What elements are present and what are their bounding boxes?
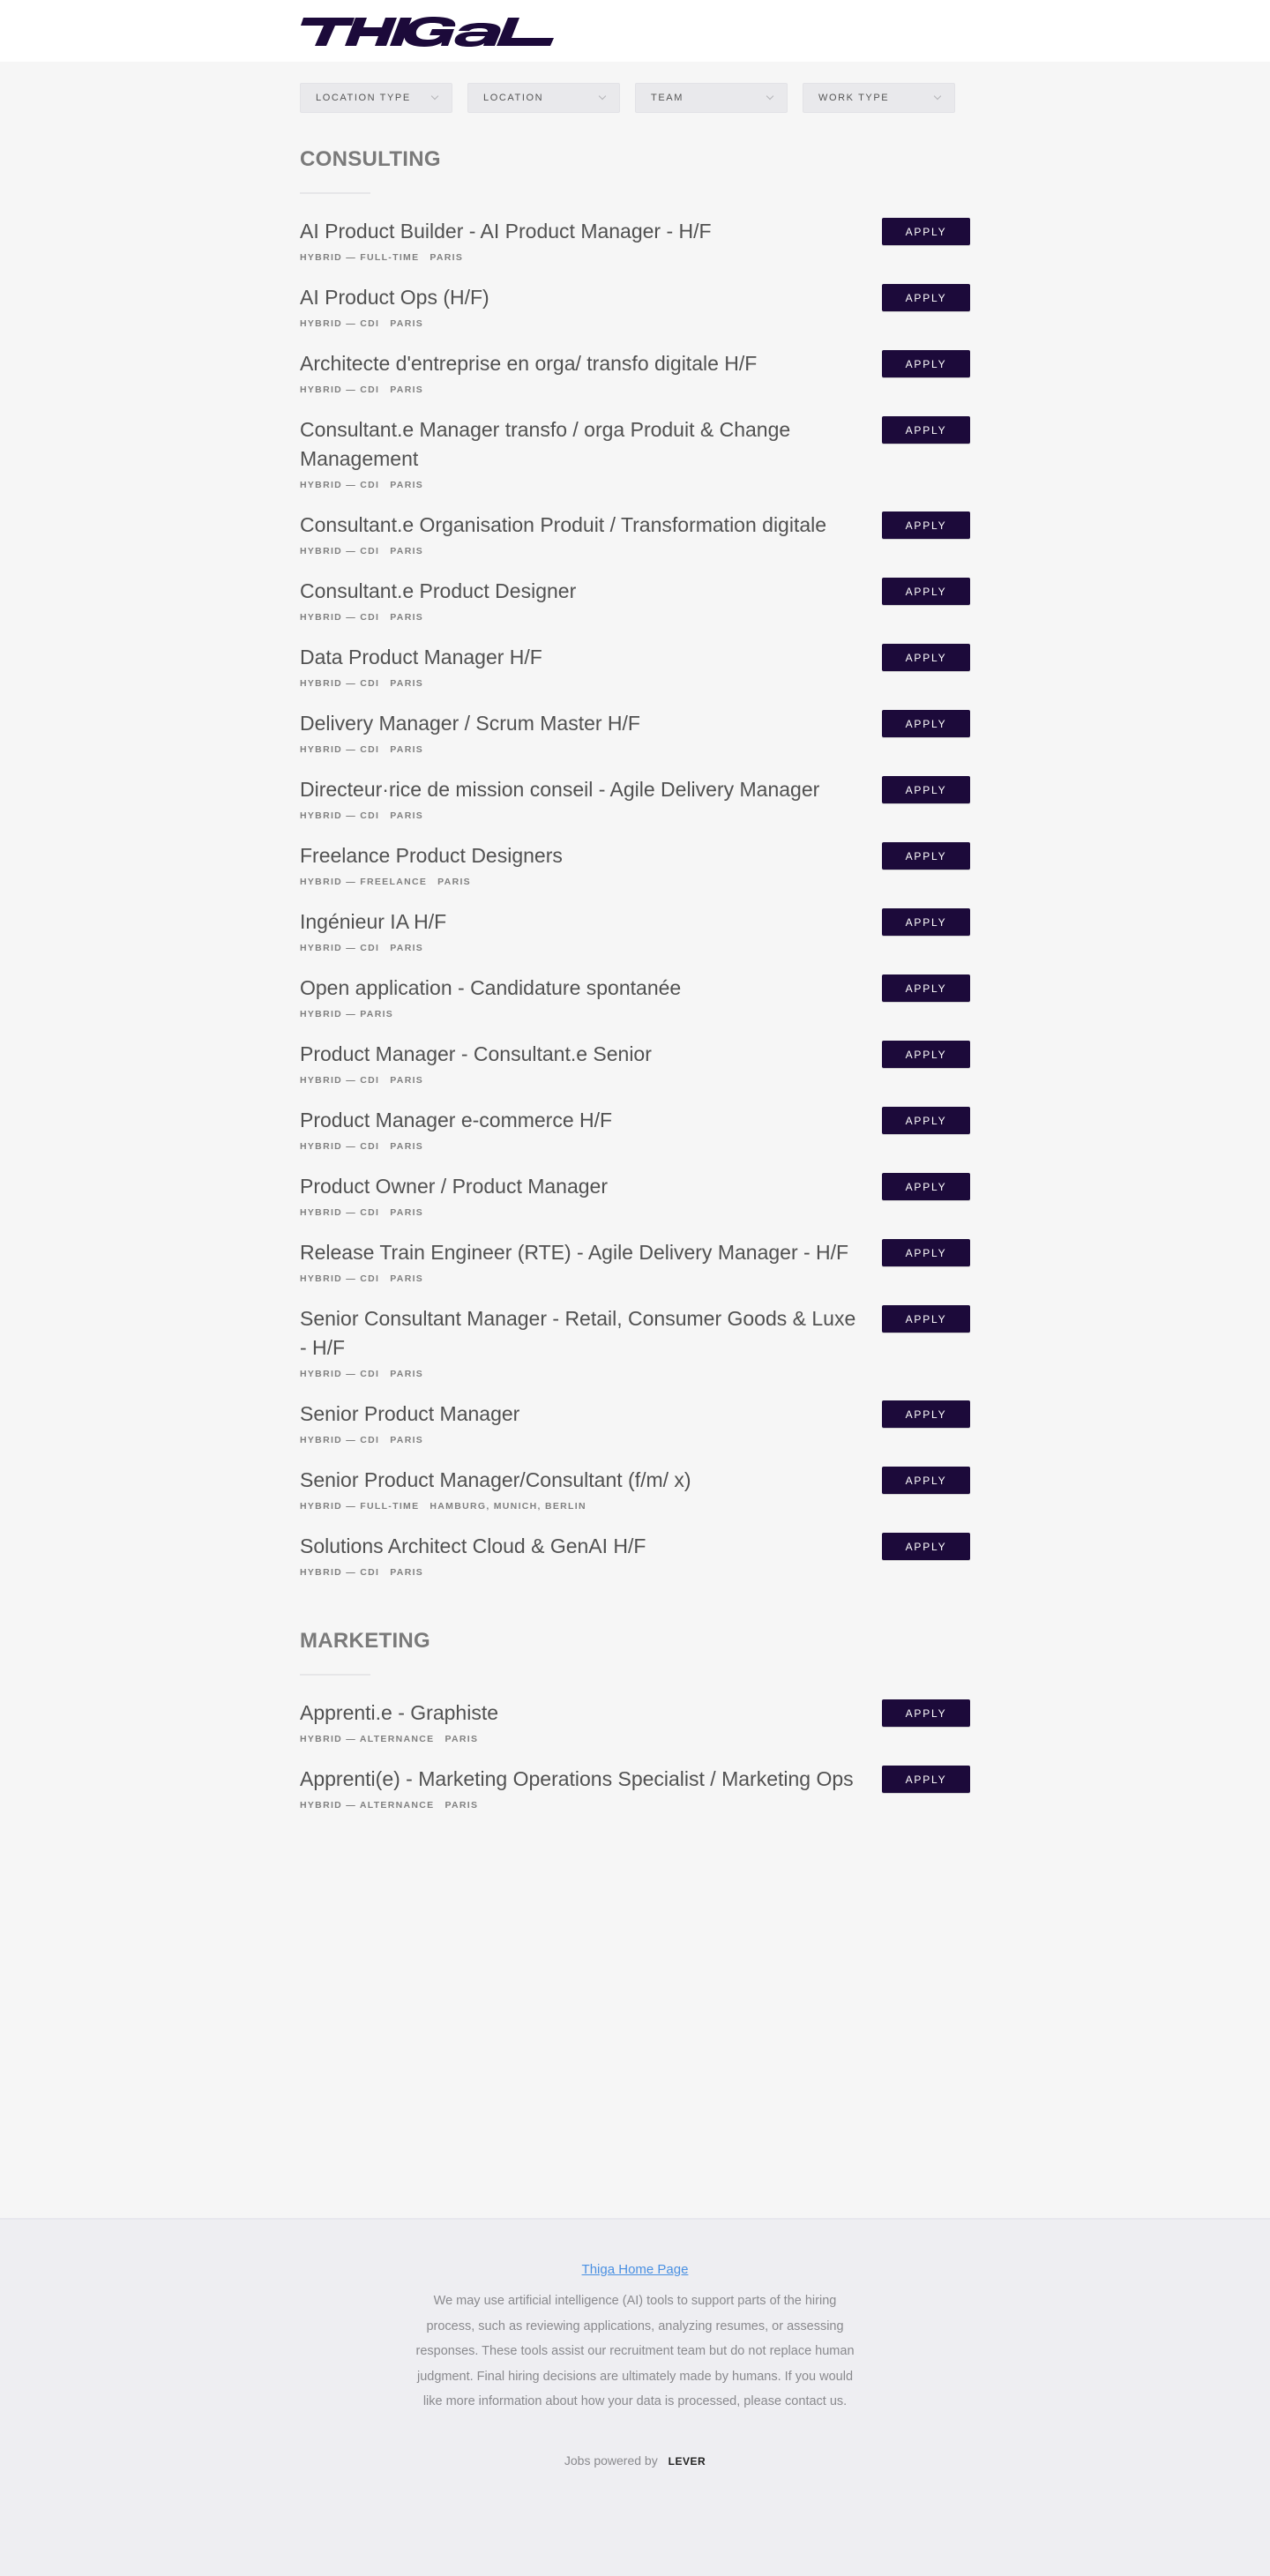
posting-title[interactable]: Product Owner / Product Manager [300,1175,608,1198]
apply-button[interactable]: APPLY [882,1467,970,1494]
posting-info [300,907,864,958]
apply-button[interactable]: APPLY [882,1107,970,1134]
posting-workplace-commitment: HYBRID — CDI [300,1435,380,1445]
posting-info [300,841,864,892]
posting-title[interactable]: Delivery Manager / Scrum Master H/F [300,712,640,735]
posting-workplace-commitment: HYBRID — CDI [300,1567,380,1578]
posting-location: PARIS [390,1141,424,1152]
posting-workplace-commitment: HYBRID — CDI [300,546,380,556]
apply-button[interactable]: APPLY [882,1305,970,1333]
posting-info [300,511,864,561]
posting-workplace-commitment: HYBRID — CDI [300,678,380,689]
posting-group [300,1628,970,1815]
posting-title[interactable]: Ingénieur IA H/F [300,910,447,933]
posting-workplace-commitment: HYBRID — CDI [300,1273,380,1284]
posting-row [300,415,970,495]
apply-button[interactable]: APPLY [882,644,970,671]
apply-button[interactable]: APPLY [882,908,970,936]
posting-title[interactable]: Architecte d'entreprise en orga/ transfo digitale H/F [300,352,758,375]
posting-row [300,1106,970,1156]
posting-location: PARIS [390,744,424,755]
posting-location: PARIS [430,252,464,263]
posting-row [300,709,970,759]
apply-button[interactable]: APPLY [882,218,970,245]
posting-row [300,1400,970,1450]
apply-button[interactable]: APPLY [882,511,970,539]
posting-workplace-commitment: HYBRID — CDI [300,318,380,329]
posting-meta [300,876,864,892]
posting-location: PARIS [390,385,424,395]
filter-location-type[interactable] [300,83,452,113]
filter-label: LOCATION [483,93,544,103]
posting-title[interactable]: Senior Product Manager [300,1402,520,1425]
posting-row [300,283,970,333]
posting-info [300,1699,864,1749]
posting-workplace-commitment: HYBRID — FULL-TIME [300,252,420,263]
posting-location: PARIS [390,810,424,821]
posting-workplace-commitment: HYBRID — ALTERNANCE [300,1800,435,1811]
posting-title[interactable]: Product Manager e-commerce H/F [300,1109,613,1131]
posting-workplace-commitment: HYBRID — FULL-TIME [300,1501,420,1512]
posting-row [300,1466,970,1516]
posting-row [300,643,970,693]
posting-info [300,974,864,1024]
posting-meta [300,1368,864,1384]
posting-location: HAMBURG, MUNICH, BERLIN [430,1501,586,1512]
apply-button[interactable]: APPLY [882,1400,970,1428]
posting-meta [300,942,864,958]
posting-meta [300,317,864,333]
posting-title[interactable]: Solutions Architect Cloud & GenAI H/F [300,1534,646,1557]
posting-title[interactable]: AI Product Ops (H/F) [300,286,489,309]
posting-info [300,415,864,495]
posting-location: PARIS [390,480,424,490]
posting-workplace-commitment: HYBRID — CDI [300,943,380,953]
posting-list [300,1699,970,1815]
posting-info [300,1040,864,1090]
posting-location: PARIS [390,546,424,556]
thiga-logo[interactable] [300,14,556,48]
posting-title[interactable]: Product Manager - Consultant.e Senior [300,1042,652,1065]
posting-workplace-commitment: HYBRID — CDI [300,1369,380,1379]
posting-row [300,1304,970,1384]
posting-meta [300,1273,864,1288]
posting-meta [300,611,864,627]
posting-location: PARIS [444,1734,479,1744]
posting-meta [300,1799,864,1815]
apply-button[interactable]: APPLY [882,974,970,1002]
posting-meta [300,677,864,693]
posting-meta [300,251,864,267]
posting-location: PARIS [390,1435,424,1445]
posting-info [300,775,864,825]
posting-location: PARIS [390,678,424,689]
posting-workplace-commitment: HYBRID — CDI [300,612,380,623]
group-divider [300,192,370,194]
posting-meta [300,479,864,495]
posting-location: PARIS [390,1567,424,1578]
group-divider [300,1674,370,1676]
posting-title[interactable]: AI Product Builder - AI Product Manager - H/F [300,220,712,243]
posting-meta [300,1500,864,1516]
posting-info [300,349,864,399]
posting-title[interactable]: Apprenti.e - Graphiste [300,1701,499,1724]
posting-row [300,217,970,267]
posting-row [300,1532,970,1582]
posting-location: PARIS [390,1075,424,1086]
chevron-down-icon [934,93,941,100]
posting-info [300,1765,864,1815]
posting-title[interactable]: Apprenti(e) - Marketing Operations Specialist / Marketing Ops [300,1767,854,1790]
posting-info [300,1466,864,1516]
posting-meta [300,1140,864,1156]
posting-location: PARIS [390,318,424,329]
posting-workplace-commitment: HYBRID — PARIS [300,1009,394,1019]
posting-row [300,1172,970,1222]
posting-title[interactable]: Freelance Product Designers [300,844,563,867]
posting-info [300,709,864,759]
posting-row [300,1040,970,1090]
apply-button[interactable]: APPLY [882,1173,970,1200]
posting-workplace-commitment: HYBRID — FREELANCE [300,877,428,887]
posting-row [300,349,970,399]
posting-title[interactable]: Senior Product Manager/Consultant (f/m/ x) [300,1468,691,1491]
posting-title[interactable]: Release Train Engineer (RTE) - Agile Delivery Manager - H/F [300,1241,849,1264]
posting-title[interactable]: Senior Consultant Manager - Retail, Consumer Goods & Luxe - H/F [300,1307,856,1359]
chevron-down-icon [599,93,606,100]
posting-meta [300,384,864,399]
lever-logo: LEVER [668,2454,706,2468]
chevron-down-icon [431,93,438,100]
apply-button[interactable]: APPLY [882,350,970,377]
posting-location: PARIS [437,877,471,887]
apply-button[interactable]: APPLY [882,842,970,870]
posting-workplace-commitment: HYBRID — CDI [300,385,380,395]
chevron-down-icon [766,93,773,100]
posting-meta [300,545,864,561]
posting-row [300,775,970,825]
posting-title[interactable]: Consultant.e Manager transfo / orga Produit & Change Management [300,418,791,470]
posting-workplace-commitment: HYBRID — CDI [300,480,380,490]
filter-location[interactable] [467,83,620,113]
group-title: MARKETING [300,1629,431,1653]
posting-meta [300,743,864,759]
apply-button[interactable]: APPLY [882,1699,970,1727]
apply-button[interactable]: APPLY [882,1239,970,1266]
posting-workplace-commitment: HYBRID — ALTERNANCE [300,1734,435,1744]
ai-disclaimer: We may use artificial intelligence (AI) tools to support parts of the hiring process, such as reviewing applications, analyzing resumes, or assessing responses. These tools assist our recruitment team but do not replace human judgment. Final hiring decisions are ultimately made by humans. If you would like more information about how your data is processed, please contact us. [415,2294,855,2408]
home-page-link[interactable]: Thiga Home Page [581,2262,689,2277]
group-title: CONSULTING [300,147,441,171]
posting-row [300,1765,970,1815]
posting-row [300,1238,970,1288]
apply-button[interactable]: APPLY [882,284,970,311]
posting-groups [300,146,970,1815]
posting-meta [300,1074,864,1090]
posting-row [300,907,970,958]
posting-info [300,1238,864,1288]
postings-container [300,62,970,2218]
filter-work-type[interactable] [803,83,955,113]
powered-by-text: Jobs powered by [564,2453,658,2468]
posting-info [300,1400,864,1450]
apply-button[interactable]: APPLY [882,1041,970,1068]
posting-title[interactable]: Open application - Candidature spontanée [300,976,682,999]
posting-group [300,146,970,1582]
posting-meta [300,1206,864,1222]
posting-row [300,1699,970,1749]
posting-location: PARIS [390,1369,424,1379]
posting-meta [300,810,864,825]
posting-location: PARIS [444,1800,479,1811]
posting-workplace-commitment: HYBRID — CDI [300,744,380,755]
posting-title[interactable]: Directeur·rice de mission conseil - Agile Delivery Manager [300,778,820,801]
apply-button[interactable]: APPLY [882,578,970,605]
posting-row [300,511,970,561]
posting-location: PARIS [390,943,424,953]
posting-workplace-commitment: HYBRID — CDI [300,1207,380,1218]
posting-title[interactable]: Consultant.e Organisation Produit / Transformation digitale [300,513,827,536]
posting-info [300,1532,864,1582]
posting-location: PARIS [390,1273,424,1284]
posting-location: PARIS [390,612,424,623]
page-header [0,0,1270,62]
posting-meta [300,1566,864,1582]
page-footer [0,2218,1270,2576]
posting-info [300,1172,864,1222]
posting-meta [300,1733,864,1749]
filter-label: WORK TYPE [818,93,890,103]
posting-list [300,217,970,1582]
apply-button[interactable]: APPLY [882,1533,970,1560]
posting-workplace-commitment: HYBRID — CDI [300,810,380,821]
posting-workplace-commitment: HYBRID — CDI [300,1141,380,1152]
filter-team[interactable] [635,83,788,113]
posting-meta [300,1434,864,1450]
posting-info [300,577,864,627]
apply-button[interactable]: APPLY [882,1766,970,1793]
filter-label: TEAM [651,93,684,103]
filter-label: LOCATION TYPE [316,93,411,103]
posting-info [300,1106,864,1156]
powered-by[interactable] [0,2453,1270,2468]
posting-info [300,217,864,267]
posting-workplace-commitment: HYBRID — CDI [300,1075,380,1086]
apply-button[interactable]: APPLY [882,776,970,803]
posting-info [300,283,864,333]
posting-info [300,1304,864,1384]
apply-button[interactable]: APPLY [882,710,970,737]
filter-bar [300,83,970,113]
posting-info [300,643,864,693]
posting-row [300,577,970,627]
posting-meta [300,1008,864,1024]
apply-button[interactable]: APPLY [882,416,970,444]
posting-title[interactable]: Consultant.e Product Designer [300,579,577,602]
posting-row [300,974,970,1024]
posting-location: PARIS [390,1207,424,1218]
posting-row [300,841,970,892]
posting-title[interactable]: Data Product Manager H/F [300,646,542,668]
